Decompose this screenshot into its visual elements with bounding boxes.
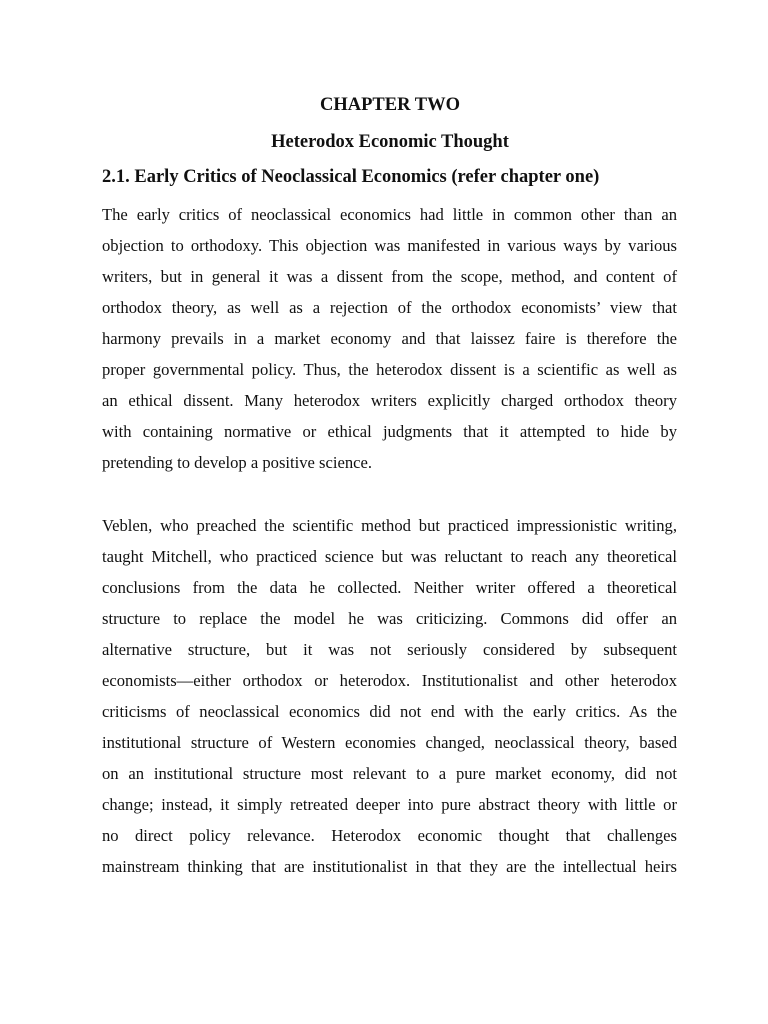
paragraph-line: alternative structure, but it was not seriously considered by subsequent	[102, 640, 677, 659]
paragraph-line: structure to replace the model he was criticizing. Commons did offer an	[102, 609, 677, 628]
paragraph-line: harmony prevails in a market economy and that laissez faire is therefore the	[102, 329, 677, 348]
paragraph-1	[102, 199, 677, 478]
section-heading: 2.1. Early Critics of Neoclassical Economics (refer chapter one)	[102, 167, 600, 187]
paragraph-line: mainstream thinking that are institutionalist in that they are the intellectual heirs	[102, 857, 677, 876]
paragraph-line: no direct policy relevance. Heterodox economic thought that challenges	[102, 826, 677, 845]
paragraph-line: an ethical dissent. Many heterodox writers explicitly charged orthodox theory	[102, 391, 677, 410]
paragraph-line: economists—either orthodox or heterodox. Institutionalist and other heterodox	[102, 671, 677, 690]
paragraph-line: with containing normative or ethical judgments that it attempted to hide by	[102, 422, 677, 441]
paragraph-line: objection to orthodoxy. This objection was manifested in various ways by various	[102, 236, 677, 255]
paragraph-line: criticisms of neoclassical economics did not end with the early critics. As the	[102, 702, 677, 721]
paragraph-2	[102, 510, 677, 882]
chapter-subtitle: Heterodox Economic Thought	[271, 132, 509, 152]
paragraph-line: writers, but in general it was a dissent from the scope, method, and content of	[102, 267, 677, 286]
paragraph-line: The early critics of neoclassical economics had little in common other than an	[102, 205, 677, 224]
paragraph-line: institutional structure of Western economies changed, neoclassical theory, based	[102, 733, 677, 752]
chapter-title: CHAPTER TWO	[320, 95, 460, 115]
paragraph-line: orthodox theory, as well as a rejection of the orthodox economists’ view that	[102, 298, 677, 317]
paragraph-line: taught Mitchell, who practiced science but was reluctant to reach any theoretical	[102, 547, 677, 566]
paragraph-line: change; instead, it simply retreated deeper into pure abstract theory with little or	[102, 795, 677, 814]
paragraph-line: Veblen, who preached the scientific method but practiced impressionistic writing,	[102, 516, 677, 535]
paragraph-line: pretending to develop a positive science.	[102, 453, 373, 472]
paragraph-line: conclusions from the data he collected. Neither writer offered a theoretical	[102, 578, 677, 597]
paragraph-line: proper governmental policy. Thus, the heterodox dissent is a scientific as well as	[102, 360, 677, 379]
paragraph-line: on an institutional structure most relevant to a pure market economy, did not	[102, 764, 677, 783]
